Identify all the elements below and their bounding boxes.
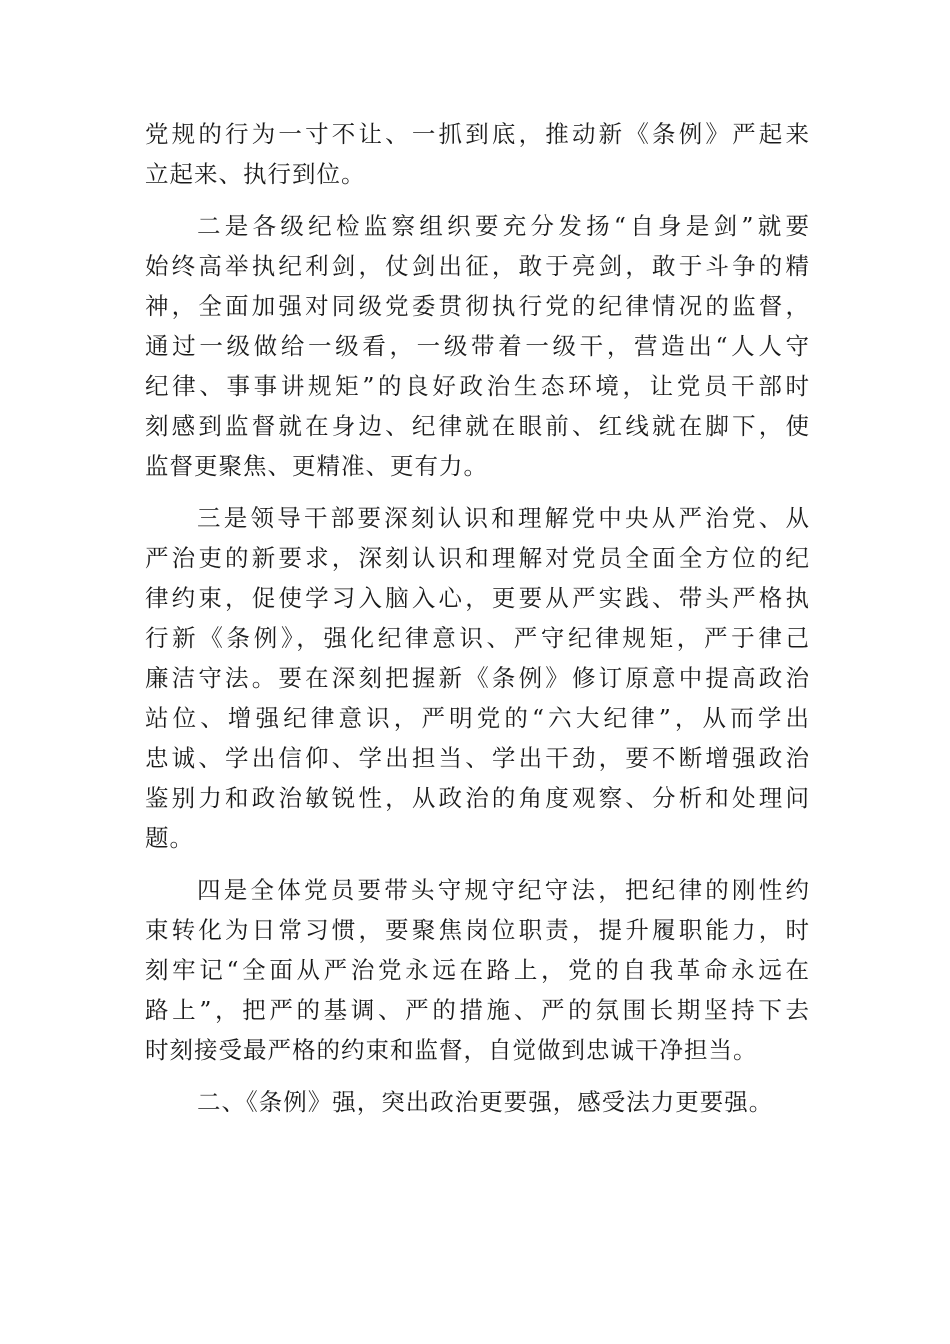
text-line: 律约束，促使学习入脑入心，更要从严实践、带头严格执 bbox=[145, 584, 810, 612]
text-line: 刻感到监督就在身边、纪律就在眼前、红线就在脚下，使 bbox=[145, 412, 810, 440]
text-line: 二是各级纪检监察组织要充分发扬“自身是剑”就要 bbox=[197, 212, 810, 240]
paragraph bbox=[145, 206, 810, 486]
text-line: 监督更聚焦、更精准、更有力。 bbox=[145, 452, 488, 480]
paragraph bbox=[145, 114, 810, 194]
text-line: 党规的行为一寸不让、一抓到底，推动新《条例》严起来 bbox=[145, 120, 810, 148]
text-line: 鉴别力和政治敏锐性，从政治的角度观察、分析和处理问 bbox=[145, 784, 810, 812]
paragraph bbox=[145, 870, 810, 1070]
text-line: 行新《条例》，强化纪律意识、严守纪律规矩，严于律己 bbox=[145, 624, 810, 652]
section-heading bbox=[145, 1082, 810, 1122]
text-line: 忠诚、学出信仰、学出担当、学出干劲，要不断增强政治 bbox=[145, 744, 810, 772]
text-line: 时刻接受最严格的约束和监督，自觉做到忠诚干净担当。 bbox=[145, 1036, 758, 1064]
text-line: 廉洁守法。要在深刻把握新《条例》修订原意中提高政治 bbox=[145, 664, 810, 692]
paragraph bbox=[145, 498, 810, 858]
text-line: 站位、增强纪律意识，严明党的“六大纪律”，从而学出 bbox=[145, 704, 810, 732]
text-line: 神，全面加强对同级党委贯彻执行党的纪律情况的监督， bbox=[145, 292, 810, 320]
text-line: 路上”，把严的基调、严的措施、严的氛围长期坚持下去 bbox=[145, 996, 810, 1024]
text-line: 纪律、事事讲规矩”的良好政治生态环境，让党员干部时 bbox=[145, 372, 810, 400]
document-body bbox=[145, 114, 810, 1134]
text-line: 束转化为日常习惯，要聚焦岗位职责，提升履职能力，时 bbox=[145, 916, 810, 944]
text-line: 立起来、执行到位。 bbox=[145, 160, 366, 188]
text-line: 三是领导干部要深刻认识和理解党中央从严治党、从 bbox=[197, 504, 810, 532]
text-line: 刻牢记“全面从严治党永远在路上，党的自我革命永远在 bbox=[145, 956, 810, 984]
text-line: 二、《条例》强，突出政治更要强，感受法力更要强。 bbox=[197, 1088, 774, 1116]
text-line: 严治吏的新要求，深刻认识和理解对党员全面全方位的纪 bbox=[145, 544, 810, 572]
text-line: 通过一级做给一级看，一级带着一级干，营造出“人人守 bbox=[145, 332, 810, 360]
text-line: 四是全体党员要带头守规守纪守法，把纪律的刚性约 bbox=[197, 876, 810, 904]
text-line: 始终高举执纪利剑，仗剑出征，敢于亮剑，敢于斗争的精 bbox=[145, 252, 810, 280]
text-line: 题。 bbox=[145, 824, 194, 852]
